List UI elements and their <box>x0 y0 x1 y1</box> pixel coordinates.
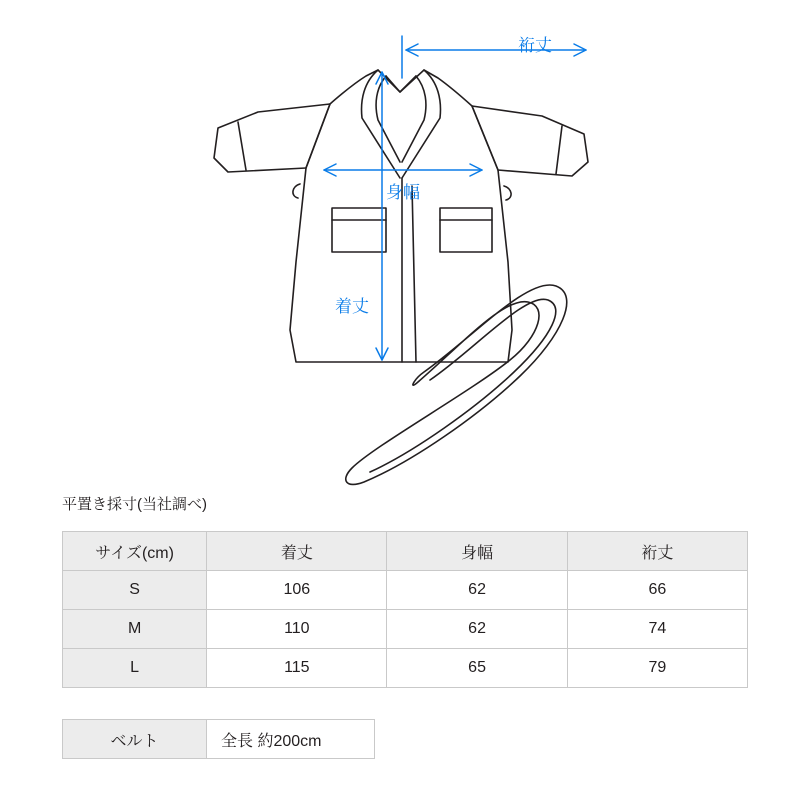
belt-spec-table <box>62 719 375 759</box>
cell-belt-total-length: 全長 約200cm <box>207 720 375 759</box>
table-row <box>63 571 748 610</box>
row-header-size: L <box>63 649 207 688</box>
left-pocket <box>332 208 386 252</box>
body-outline <box>290 70 512 362</box>
left-sleeve-outline <box>214 104 330 172</box>
belt-inner-line <box>370 299 556 472</box>
right-shoulder-seam <box>472 106 498 170</box>
dress-length-label: 着丈 <box>335 297 369 316</box>
left-shoulder-seam <box>306 104 330 168</box>
cell-dress-length: 115 <box>207 649 387 688</box>
cell-chest-width: 65 <box>387 649 567 688</box>
front-overlap-line <box>412 186 416 362</box>
right-pocket <box>440 208 492 252</box>
row-header-size: S <box>63 571 207 610</box>
belt-outline <box>346 285 567 485</box>
sleeve-length-label: 裄丈 <box>518 36 552 55</box>
column-header-size: サイズ(cm) <box>63 532 207 571</box>
column-header-sleeve-length: 裄丈 <box>567 532 747 571</box>
cell-chest-width: 62 <box>387 610 567 649</box>
table-row <box>63 649 748 688</box>
cell-sleeve-length: 79 <box>567 649 747 688</box>
column-header-chest-width: 身幅 <box>387 532 567 571</box>
table-row <box>63 610 748 649</box>
size-chart-table <box>62 531 748 688</box>
belt-loop-left <box>293 184 300 198</box>
row-header-belt: ベルト <box>63 720 207 759</box>
measurement-caption: 平置き採寸(当社調べ) <box>62 496 207 513</box>
belt-loop-right <box>504 186 511 200</box>
cell-sleeve-length: 74 <box>567 610 747 649</box>
right-sleeve-cuff-line <box>556 126 562 174</box>
cell-sleeve-length: 66 <box>567 571 747 610</box>
chest-width-label: 身幅 <box>386 183 420 202</box>
collar-inner-right <box>402 76 426 162</box>
right-sleeve-outline <box>472 106 588 176</box>
cell-dress-length: 106 <box>207 571 387 610</box>
cell-dress-length: 110 <box>207 610 387 649</box>
cell-chest-width: 62 <box>387 571 567 610</box>
row-header-size: M <box>63 610 207 649</box>
left-sleeve-cuff-line <box>238 122 246 170</box>
table-row <box>63 720 375 759</box>
table-header-row <box>63 532 748 571</box>
neck-opening <box>386 76 416 92</box>
column-header-dress-length: 着丈 <box>207 532 387 571</box>
